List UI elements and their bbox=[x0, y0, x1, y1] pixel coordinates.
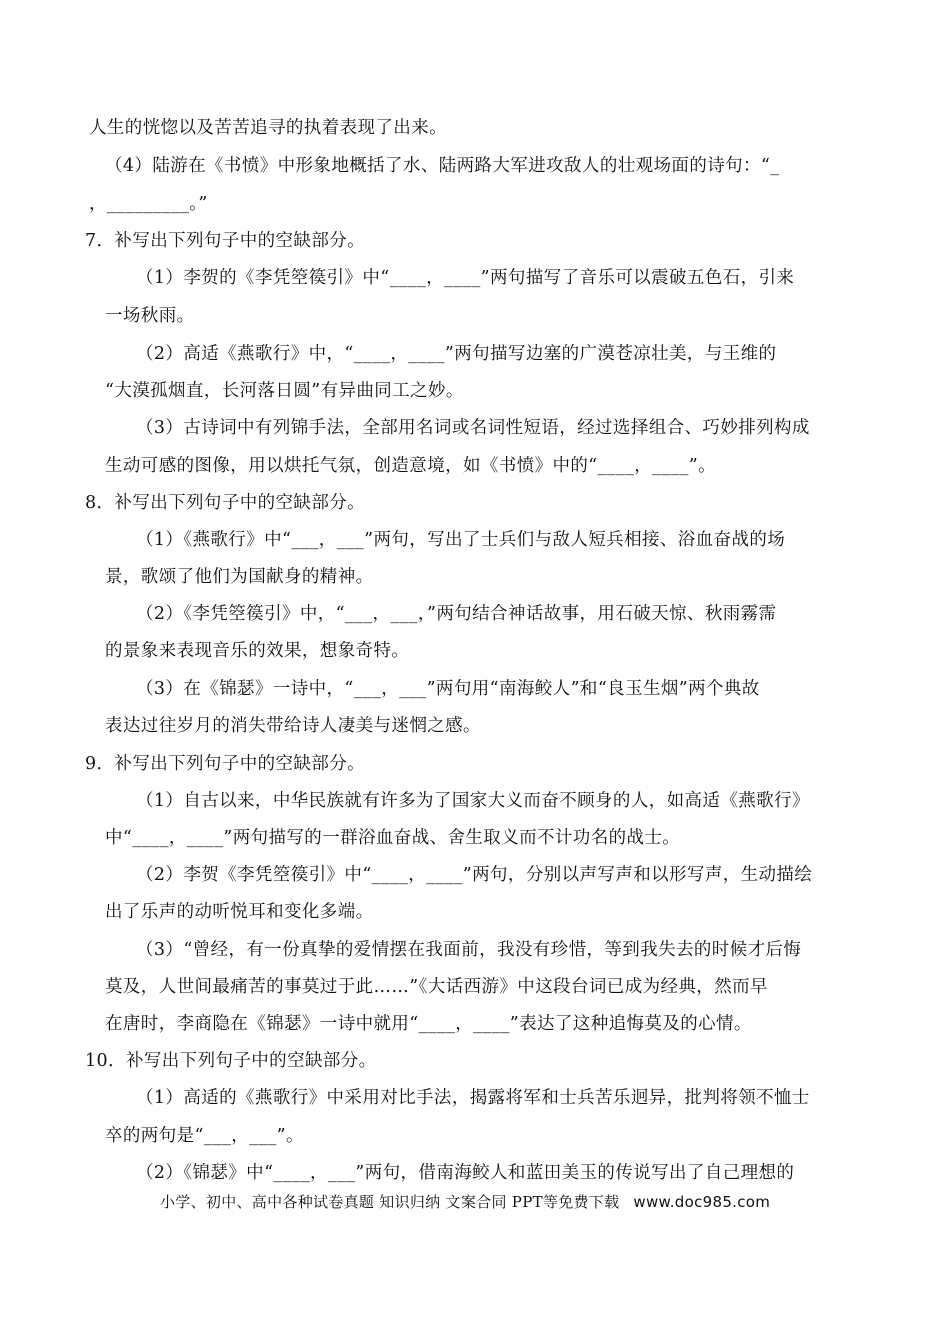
text-line: （2）李贺《李凭箜篌引》中“____，____”两句，分别以声写声和以形写声，生动描绘 bbox=[136, 865, 813, 885]
text-line: ，_________。” bbox=[89, 194, 208, 214]
text-line: （2）《李凭箜篌引》中，“___，___，”两句结合神话故事，用石破天惊、秋雨霧霈 bbox=[136, 604, 777, 624]
page-footer bbox=[160, 1191, 770, 1213]
text-line: 景，歌颂了他们为国献身的精神。 bbox=[105, 567, 374, 587]
text-line: 表达过往岁月的消失带给诗人凄美与迷惘之感。 bbox=[105, 716, 481, 736]
text-line: （1）《燕歌行》中“___，___”两句，写出了士兵们与敌人短兵相接、浴血奋战的场 bbox=[136, 530, 786, 550]
text-line: （1）自古以来，中华民族就有许多为了国家大义而奋不顾身的人，如高适《燕歌行》 bbox=[136, 791, 810, 811]
text-line: （2）高适《燕歌行》中，“____，____”两句描写边塞的广漠苍凉壮美，与王维的 bbox=[136, 344, 777, 364]
text-line: 出了乐声的动听悦耳和变化多端。 bbox=[105, 902, 374, 922]
text-line: （3）在《锦瑟》一诗中，“___，___”两句用“南海鲛人”和“良玉生烟”两个典故 bbox=[136, 679, 760, 699]
footer-url: www.doc985.com bbox=[633, 1193, 771, 1211]
text-line: “大漠孤烟直，长河落日圆”有异曲同工之妙。 bbox=[105, 381, 464, 401]
text-line: 人生的恍惚以及苦苦追寻的执着表现了出来。 bbox=[89, 118, 447, 138]
question-heading: 7．补写出下列句子中的空缺部分。 bbox=[85, 231, 366, 251]
text-line: 的景象来表现音乐的效果，想象奇特。 bbox=[105, 641, 410, 661]
text-line: 卒的两句是“___，___”。 bbox=[105, 1126, 304, 1146]
text-line: （3）古诗词中有列锦手法，全部用名词或名词性短语，经过选择组合、巧妙排列构成 bbox=[136, 418, 810, 438]
text-line: 中“____，____”两句描写的一群浴血奋战、舍生取义而不计功名的战士。 bbox=[105, 828, 681, 848]
text-line: （4）陆游在《书愤》中形象地概括了水、陆两路大军进攻敌人的壮观场面的诗句：“_ bbox=[105, 156, 780, 176]
question-heading: 9．补写出下列句子中的空缺部分。 bbox=[85, 754, 366, 774]
text-line: 在唐时，李商隐在《锦瑟》一诗中就用“____，____”表达了这种追悔莫及的心情。 bbox=[105, 1014, 752, 1034]
text-line: （2）《锦瑟》中“____，___”两句，借南海鲛人和蓝田美玉的传说写出了自己理想的 bbox=[136, 1163, 795, 1183]
question-heading: 10．补写出下列句子中的空缺部分。 bbox=[85, 1051, 377, 1071]
text-line: （3）“曾经，有一份真挚的爱情摆在我面前，我没有珍惜，等到我失去的时候才后悔 bbox=[136, 940, 802, 960]
text-line: （1）李贺的《李凭箜篌引》中“____，____”两句描写了音乐可以震破五色石，引来 bbox=[136, 268, 795, 288]
question-heading: 8．补写出下列句子中的空缺部分。 bbox=[85, 493, 366, 513]
text-line: 生动可感的图像，用以烘托气氛，创造意境，如《书愤》中的“____，____”。 bbox=[105, 456, 716, 476]
text-line: 莫及，人世间最痛苦的事莫过于此……”《大话西游》中这段台词已成为经典，然而早 bbox=[105, 977, 768, 997]
text-line: 一场秋雨。 bbox=[105, 306, 195, 326]
footer-text: 小学、初中、高中各种试卷真题 知识归纳 文案合同 PPT等免费下载 bbox=[160, 1193, 620, 1211]
text-line: （1）高适的《燕歌行》中采用对比手法，揭露将军和士兵苦乐迥异，批判将领不恤士 bbox=[136, 1088, 810, 1108]
